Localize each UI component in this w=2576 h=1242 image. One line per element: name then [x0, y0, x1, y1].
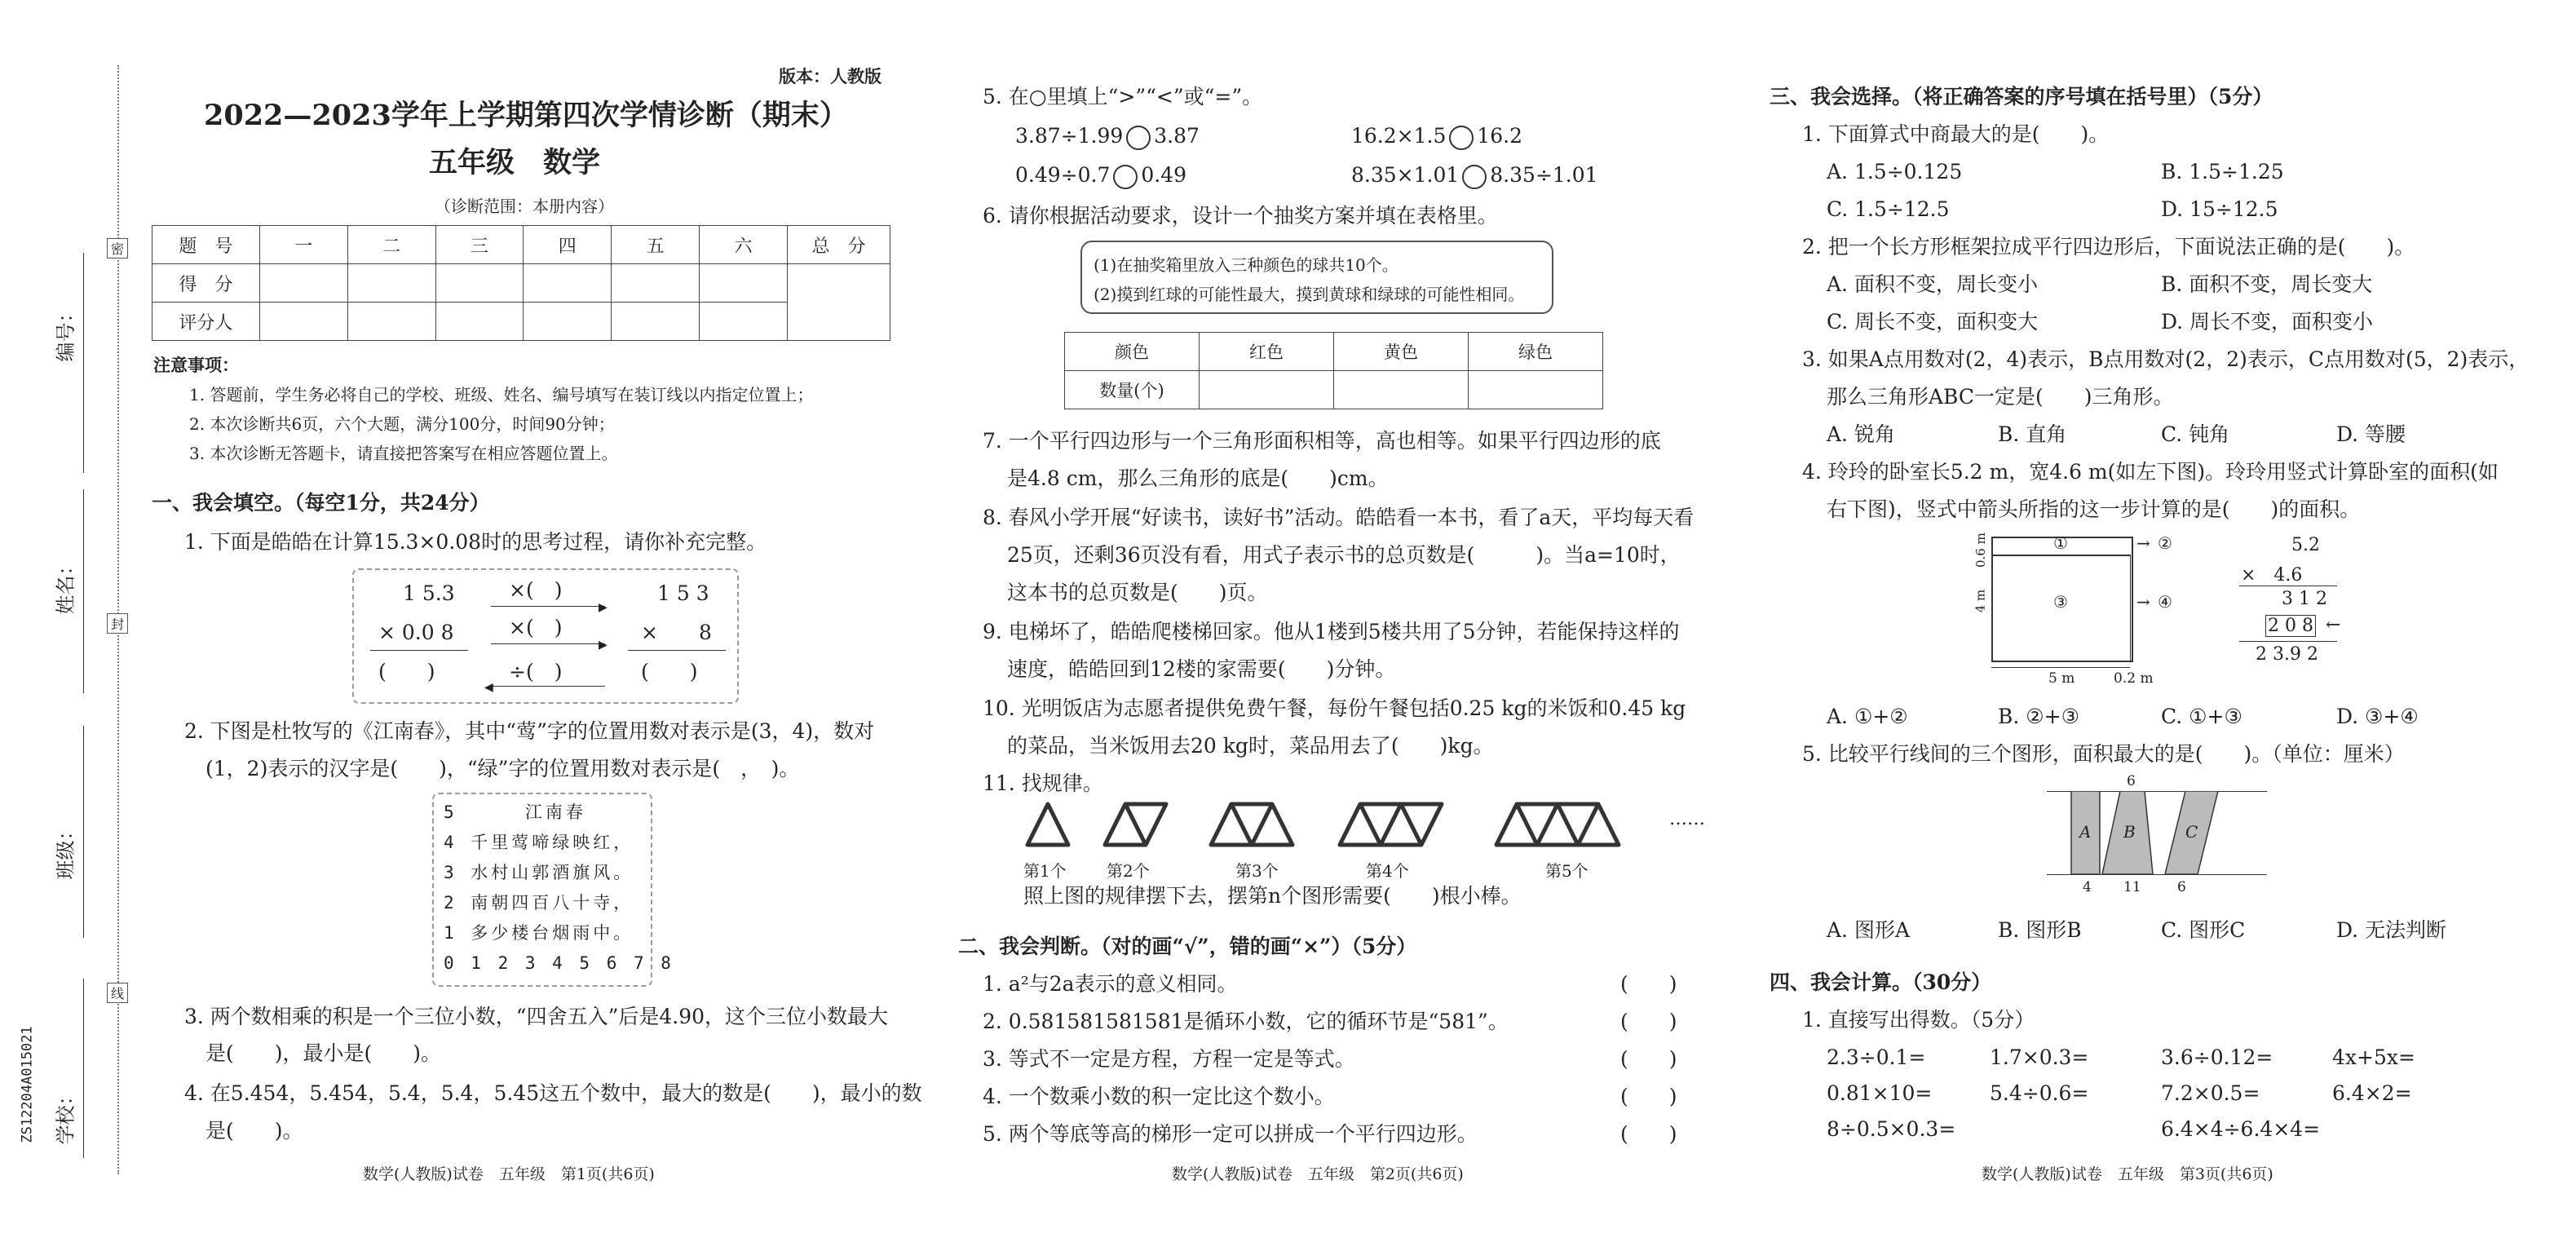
c3-line-1: 3. 如果A点用数对(2，4)表示，B点用数对(2，2)表示，C点用数对(5，2)表示， [1802, 347, 2530, 371]
calc-right-2: × 8 [641, 621, 712, 644]
q2-line-1: 2. 下图是杜牧写的《江南春》，其中“莺”字的位置用数对表示是(3，4)，数对 [184, 719, 875, 743]
score-header-5: 五 [612, 226, 700, 264]
score-header-1: 一 [259, 226, 347, 264]
note-1: 1. 答题前，学生务必将自己的学校、班级、姓名、编号填写在装订线以内指定位置上； [189, 385, 814, 404]
compare-circle[interactable] [1462, 165, 1487, 189]
poem-row-3: 3 水村山郭酒旗风。 [444, 863, 634, 882]
shape-base-2: 11 [2123, 879, 2141, 895]
c2-text: 2. 把一个长方形框架拉成平行四边形后，下面说法正确的是( )。 [1802, 235, 2415, 259]
q7-line-1: 7. 一个平行四边形与一个三角形面积相等，高也相等。如果平行四边形的底 [983, 429, 1661, 453]
vert-line-4: 2 0 8 [2265, 615, 2316, 637]
calc-left-1: 1 5.3 [403, 581, 455, 605]
pattern-ellipsis: …… [1669, 809, 1705, 829]
q10-line-2: 的菜品，当米饭用去20 kg时，菜品用去了( )kg。 [1007, 734, 1494, 758]
prize-header-red: 红色 [1200, 333, 1334, 371]
grader-row-label: 评分人 [152, 303, 260, 341]
c2-opt-b[interactable]: B. 面积不变，周长变大 [2161, 272, 2373, 296]
page-2 [958, 0, 1717, 1242]
vert-arrow-icon: ← [2326, 615, 2341, 635]
q5-row-2 [1351, 124, 1522, 150]
q5-row-4 [1351, 163, 1598, 189]
c4-line-2: 右下图)，竖式中箭头所指的这一步计算的是( )的面积。 [1827, 497, 2361, 521]
prize-header-color: 颜色 [1065, 333, 1200, 371]
q11-line-2: 照上图的规律摆下去，摆第n个图形需要( )根小棒。 [1023, 884, 1522, 908]
exam-subtitle: 五年级 数学 [429, 146, 601, 179]
q3-line-1: 3. 两个数相乘的积是一个三位小数，“四舍五入”后是4.90，这个三位小数最大 [184, 1005, 889, 1028]
shape-a-label: A [2079, 822, 2092, 842]
compare-circle[interactable] [1449, 126, 1474, 150]
calc-item-9[interactable]: 8÷0.5×0.3= [1827, 1117, 1956, 1141]
total-score-cell[interactable] [787, 264, 890, 341]
page-1-footer: 数学(人教版)试卷 五年级 第1页(共6页) [363, 1165, 655, 1183]
judge-paren-5[interactable]: ( ) [1620, 1122, 1677, 1146]
number-field[interactable] [54, 253, 91, 473]
grader-cell[interactable] [259, 303, 347, 341]
q9-line-1: 9. 电梯坏了，皓皓爬楼梯回家。他从1楼到5楼共用了5分钟，若能保持这样的 [983, 620, 1680, 643]
compare-circle[interactable] [1113, 165, 1138, 189]
prize-cell[interactable] [1469, 371, 1603, 409]
score-header-3: 三 [435, 226, 524, 264]
score-cell[interactable] [700, 264, 788, 303]
score-cell[interactable] [435, 264, 524, 303]
page-2-footer: 数学(人教版)试卷 五年级 第2页(共6页) [1172, 1165, 1464, 1183]
q10-line-1: 10. 光明饭店为志愿者提供免费午餐，每份午餐包括0.25 kg的米饭和0.45 kg [983, 696, 1686, 720]
prize-header-yellow: 黄色 [1334, 333, 1469, 371]
room-label-02: 0.2 m [2114, 670, 2154, 687]
seal-bottom: 线 [107, 983, 128, 1003]
fig-label-3: 第3个 [1235, 861, 1279, 881]
judge-2: 2. 0.581581581581是循环小数，它的循环节是“581”。 [983, 1010, 1509, 1033]
c4-line-1: 4. 玲玲的卧室长5.2 m，宽4.6 m(如左下图)。玲玲用竖式计算卧室的面积(如 [1802, 460, 2499, 484]
score-cell[interactable] [259, 264, 347, 303]
vert-line-2: × 4.6 [2241, 565, 2303, 586]
q5-c-left: 0.49÷0.7 [1015, 163, 1111, 187]
judge-paren-4[interactable]: ( ) [1620, 1085, 1677, 1108]
calc-item-7[interactable]: 7.2×0.5= [2161, 1081, 2260, 1105]
c4-opt-a[interactable]: A. ①+② [1827, 705, 1908, 728]
c3-opt-b[interactable]: B. 直角 [1998, 422, 2067, 446]
q2-line-2: (1，2)表示的汉字是( )，“绿”字的位置用数对表示是( ， )。 [205, 757, 800, 780]
page-3-footer: 数学(人教版)试卷 五年级 第3页(共6页) [1982, 1165, 2273, 1183]
poem-row-4: 4 千里莺啼绿映红， [444, 833, 634, 852]
q11-text: 11. 找规律。 [983, 771, 1103, 795]
room-label-5: 5 m [2048, 670, 2075, 687]
grader-cell[interactable] [612, 303, 700, 341]
judge-paren-2[interactable]: ( ) [1620, 1010, 1677, 1033]
c4-opt-b[interactable]: B. ②+③ [1998, 705, 2080, 728]
exam-code: ZS12204A015021 [19, 1026, 36, 1143]
score-header-2: 二 [347, 226, 435, 264]
shape-base-1: 4 [2083, 879, 2092, 895]
c5-opt-b[interactable]: B. 图形B [1998, 918, 2082, 942]
poem-row-1: 1 多少楼台烟雨中。 [444, 923, 634, 943]
judge-5: 5. 两个等底等高的梯形一定可以拼成一个平行四边形。 [983, 1122, 1478, 1146]
triangle-pattern-figure [1023, 798, 1659, 853]
shape-base-3: 6 [2177, 879, 2186, 895]
q5-b-right: 16.2 [1477, 124, 1523, 148]
fig-label-1: 第1个 [1023, 861, 1067, 881]
score-header-4: 四 [524, 226, 612, 264]
calc-item-4[interactable]: 4x+5x= [2332, 1045, 2415, 1069]
section-4-title: 四、我会计算。（30分） [1770, 970, 1992, 994]
prize-cell[interactable] [1334, 371, 1469, 409]
c1-opt-b[interactable]: B. 1.5÷1.25 [2161, 160, 2284, 183]
c5-opt-c[interactable]: C. 图形C [2161, 918, 2246, 942]
prize-cell[interactable] [1200, 371, 1334, 409]
note-2: 2. 本次诊断共6页，六个大题，满分100分，时间90分钟； [189, 414, 615, 434]
score-table [152, 225, 890, 341]
c5-opt-d[interactable]: D. 无法判断 [2336, 918, 2447, 942]
exam-scope: （诊断范围：本册内容） [435, 197, 614, 216]
page-1 [147, 0, 922, 1242]
calc-item-1[interactable]: 2.3÷0.1= [1827, 1045, 1926, 1069]
seal-top: 密 [107, 238, 128, 259]
calc-item-3[interactable]: 3.6÷0.12= [2161, 1045, 2273, 1069]
calc-mid-3[interactable]: ÷( ) [509, 660, 563, 683]
arrow-2: → [2136, 533, 2150, 553]
k1-text: 1. 直接写出得数。（5分） [1802, 1008, 2035, 1032]
calc-item-10[interactable]: 6.4×4÷6.4×4= [2161, 1117, 2321, 1141]
q5-a-right: 3.87 [1154, 124, 1200, 148]
room-label-4: 4 m [1973, 589, 1988, 613]
room-label-06: 0.6 m [1973, 533, 1988, 568]
vert-line-5: 2 3.9 2 [2256, 644, 2318, 665]
q5-c-right: 0.49 [1141, 163, 1187, 187]
c2-opt-c[interactable]: C. 周长不变，面积变大 [1827, 310, 2039, 334]
grader-cell[interactable] [347, 303, 435, 341]
q5-b-left: 16.2×1.5 [1351, 124, 1447, 148]
calc-mid-2[interactable]: ×( ) [509, 616, 563, 639]
class-field[interactable] [54, 726, 91, 938]
q8-line-3: 这本书的总页数是( )页。 [1007, 581, 1268, 604]
grader-cell[interactable] [700, 303, 788, 341]
room-diagram [1965, 530, 2172, 693]
calc-mid-1[interactable]: ×( ) [509, 578, 563, 602]
calc-right-3[interactable]: ( ) [641, 660, 698, 683]
calc-item-8[interactable]: 6.4×2= [2332, 1081, 2412, 1105]
poem-grid-box [432, 793, 674, 987]
room-region-3: ③ [2053, 592, 2068, 612]
school-field[interactable] [54, 979, 91, 1158]
q6-rule-2: (2)摸到红球的可能性最大，摸到黄球和绿球的可能性相同。 [1094, 285, 1525, 304]
shape-top-label: 6 [2127, 773, 2136, 789]
exam-title: 2022—2023学年上学期第四次学情诊断（期末） [204, 99, 848, 132]
q3-line-2: 是( )，最小是( )。 [205, 1041, 442, 1065]
q4-line-1: 4. 在5.454，5.4̇5̇4，5.4，5.4̇，5.4̇5̇这五个数中，最大的数是( )，最小的数 [184, 1081, 922, 1105]
calc-left-2: × 0.0 8 [378, 621, 454, 644]
q1-text: 1. 下面是皓皓在计算15.3×0.08时的思考过程，请你补充完整。 [184, 530, 767, 554]
score-row-label: 得 分 [152, 264, 260, 303]
parallel-shapes-figure [2047, 775, 2275, 905]
name-label: 姓名： [54, 555, 77, 615]
vertical-calc [2226, 530, 2348, 693]
shape-b-label: B [2123, 822, 2136, 842]
grader-cell[interactable] [435, 303, 524, 341]
judge-1: 1. a²与2a表示的意义相同。 [983, 972, 1238, 996]
grader-cell[interactable] [524, 303, 612, 341]
notes-title: 注意事项： [153, 355, 239, 375]
score-header-label: 题 号 [152, 226, 260, 264]
edition-label: 版本：人教版 [779, 66, 881, 86]
poem-row-5: 5 江南春 [444, 802, 586, 822]
calc-item-2[interactable]: 1.7×0.3= [1990, 1045, 2089, 1069]
shape-c-label: C [2185, 822, 2198, 842]
c4-opt-c[interactable]: C. ①+③ [2161, 705, 2242, 728]
room-region-2: ② [2158, 533, 2172, 553]
c3-line-2: 那么三角形ABC一定是( )三角形。 [1827, 385, 2174, 409]
q8-line-1: 8. 春风小学开展“好读书，读好书”活动。皓皓看一本书，看了a天，平均每天看 [983, 506, 1695, 529]
q8-line-2: 25页，还剩36页没有看，用式子表示书的总页数是( )。当a=10时， [1007, 543, 1681, 567]
score-header-6: 六 [700, 226, 788, 264]
q5-d-left: 8.35×1.01 [1351, 163, 1460, 187]
prize-table [1064, 332, 1603, 409]
c1-opt-c[interactable]: C. 1.5÷12.5 [1827, 197, 1950, 221]
judge-4: 4. 一个数乘小数的积一定比这个数小。 [983, 1085, 1335, 1108]
c3-opt-c[interactable]: C. 钝角 [2161, 422, 2230, 446]
c2-opt-a[interactable]: A. 面积不变，周长变小 [1827, 272, 2038, 296]
c2-opt-d[interactable]: D. 周长不变，面积变小 [2161, 310, 2374, 334]
poem-row-2: 2 南朝四百八十寺， [444, 893, 634, 913]
q7-line-2: 是4.8 cm，那么三角形的底是( )cm。 [1007, 466, 1389, 490]
prize-header-green: 绿色 [1469, 333, 1603, 371]
q4-line-2: 是( )。 [205, 1119, 303, 1143]
c1-opt-d[interactable]: D. 15÷12.5 [2161, 197, 2278, 221]
class-label: 班级： [54, 820, 77, 880]
c5-text: 5. 比较平行线间的三个图形，面积最大的是( )。（单位：厘米） [1802, 742, 2405, 766]
q6-text: 6. 请你根据活动要求，设计一个抽奖方案并填在表格里。 [983, 204, 1498, 228]
score-cell[interactable] [612, 264, 700, 303]
judge-paren-3[interactable]: ( ) [1620, 1047, 1677, 1071]
vert-line-1: 5.2 [2291, 535, 2320, 555]
compare-circle[interactable] [1126, 126, 1151, 150]
page-3 [1770, 0, 2552, 1242]
c3-opt-a[interactable]: A. 锐角 [1827, 422, 1895, 446]
school-label: 学校： [54, 1085, 77, 1145]
arrow-4: → [2136, 592, 2150, 612]
section-3-title: 三、我会选择。（将正确答案的序号填在括号里）（5分） [1770, 85, 2273, 108]
q5-a-left: 3.87÷1.99 [1015, 124, 1124, 148]
section-2-title: 二、我会判断。（对的画“√”，错的画“×”）（5分） [958, 935, 1417, 958]
number-label: 编号： [54, 303, 77, 362]
calc-item-5[interactable]: 0.81×10= [1827, 1081, 1933, 1105]
q5-d-right: 8.35÷1.01 [1490, 163, 1598, 187]
calc-right-1: 1 5 3 [657, 581, 709, 605]
fig-label-4: 第4个 [1366, 861, 1409, 881]
section-1-title: 一、我会填空。（每空1分，共24分） [152, 491, 490, 515]
q6-rules-box [1080, 241, 1553, 314]
poem-axis: 0 1 2 3 4 5 6 7 8 [444, 953, 674, 973]
q6-rule-1: (1)在抽奖箱里放入三种颜色的球共10个。 [1094, 255, 1398, 275]
calc-left-3[interactable]: ( ) [378, 660, 435, 683]
judge-3: 3. 等式不一定是方程，方程一定是等式。 [983, 1047, 1355, 1071]
q5-row-3 [1015, 163, 1186, 189]
c4-opt-d[interactable]: D. ③+④ [2336, 705, 2419, 728]
q5-text: 5. 在○里填上“>”“<”或“=”。 [983, 85, 1263, 108]
c5-opt-a[interactable]: A. 图形A [1827, 918, 1911, 942]
judge-paren-1[interactable]: ( ) [1620, 972, 1677, 996]
fig-label-5: 第5个 [1545, 861, 1588, 881]
vert-line-3: 3 1 2 [2282, 589, 2327, 609]
calc-item-6[interactable]: 5.4÷0.6= [1990, 1081, 2089, 1105]
score-cell[interactable] [524, 264, 612, 303]
score-header-total: 总 分 [787, 226, 890, 264]
score-cell[interactable] [347, 264, 435, 303]
calc-process-box: 1 5.3 × 0.0 8 ( ) ×( ) ▶ ×( ) ▶ ÷( ) ◀ 1 5 3 × 8 ( ) [352, 568, 739, 704]
c1-text: 1. 下面算式中商最大的是( )。 [1802, 122, 2110, 146]
seal-mid: 封 [107, 613, 128, 634]
q9-line-2: 速度，皓皓回到12楼的家需要( )分钟。 [1007, 657, 1396, 681]
fig-label-2: 第2个 [1107, 861, 1150, 881]
room-region-1: ① [2053, 533, 2068, 553]
name-field[interactable] [54, 489, 91, 693]
q5-row-1 [1015, 124, 1200, 150]
room-region-4: ④ [2158, 592, 2172, 612]
c1-opt-a[interactable]: A. 1.5÷0.125 [1827, 160, 1963, 183]
note-3: 3. 本次诊断无答题卡，请直接把答案写在相应答题位置上。 [189, 444, 618, 463]
prize-row-label: 数量(个) [1065, 371, 1200, 409]
c3-opt-d[interactable]: D. 等腰 [2336, 422, 2406, 446]
